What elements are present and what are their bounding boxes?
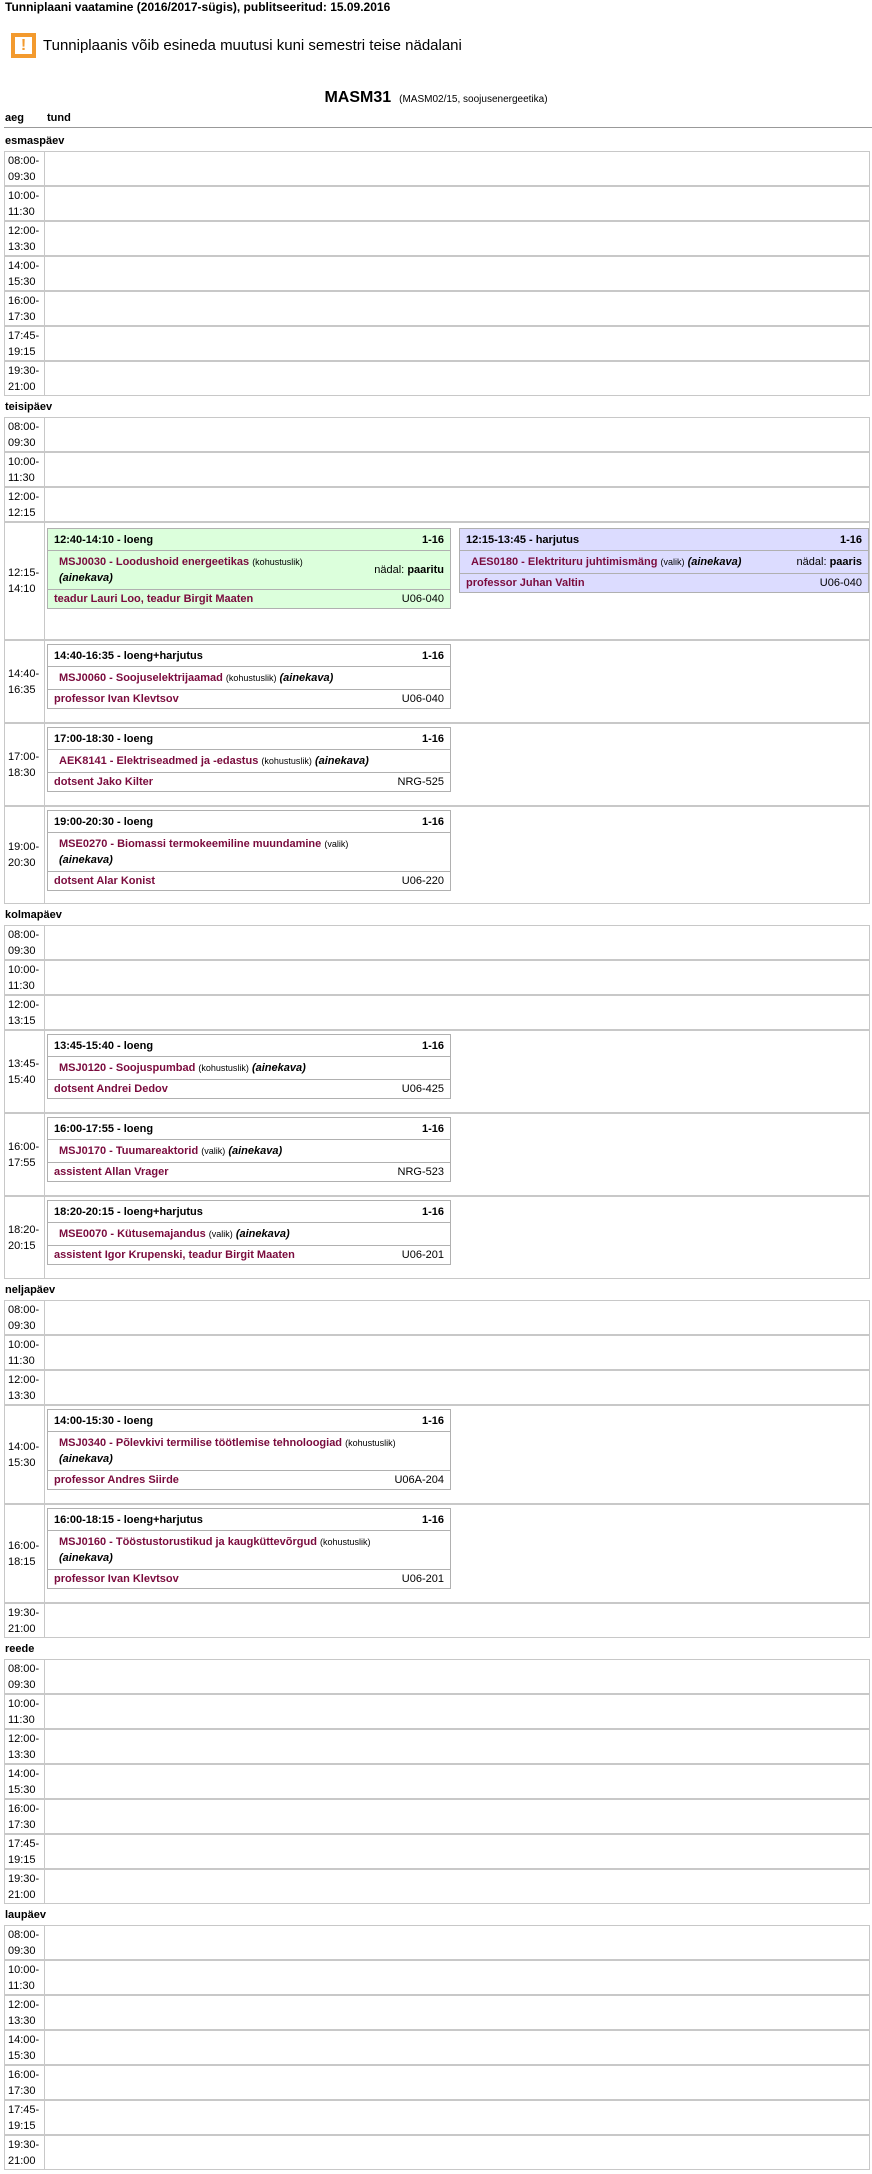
- time-cell: 17:00- 18:30: [8, 750, 40, 779]
- teacher-link[interactable]: assistent Igor Krupenski, teadur Birgit Maaten: [54, 1249, 295, 1261]
- course-link[interactable]: AEK8141 - Elektriseadmed ja -edastus: [59, 755, 259, 767]
- lesson-slot: [44, 187, 869, 220]
- time-cell: 17:45- 19:15: [8, 329, 40, 358]
- time-cell: 10:00- 11:30: [8, 1697, 40, 1726]
- time-cell: 08:00- 09:30: [8, 420, 40, 449]
- time-cell: 14:00- 15:30: [8, 1440, 40, 1469]
- time-cell: 08:00- 09:30: [8, 1928, 40, 1957]
- lesson-footer: [48, 1471, 450, 1489]
- lesson-course: AES0180 - Elektrituru juhtimismäng (valik) (ainekava) nädal: paaris: [460, 551, 868, 574]
- time-row: [4, 806, 870, 904]
- lesson-slot: [44, 257, 869, 290]
- lesson-course: MSE0270 - Biomassi termokeemiline muundamine (valik) (ainekava): [48, 833, 450, 872]
- lesson-course: MSJ0170 - Tuumareaktorid (valik) (ainekava): [48, 1140, 450, 1163]
- lesson-slot: [44, 1926, 869, 1959]
- lesson-course: MSJ0160 - Tööstustorustikud ja kaugküttevõrgud (kohustuslik) (ainekava): [48, 1531, 450, 1570]
- time-row: [4, 1925, 870, 1960]
- teacher-link[interactable]: dotsent Alar Konist: [54, 875, 156, 887]
- time-row: [4, 221, 870, 256]
- syllabus-link[interactable]: (ainekava): [251, 1062, 306, 1074]
- syllabus-link[interactable]: (ainekava): [687, 556, 742, 568]
- time-cell: 08:00- 09:30: [8, 154, 40, 183]
- time-row: [4, 256, 870, 291]
- time-cell: 10:00- 11:30: [8, 1338, 40, 1367]
- lesson-footer: [48, 1570, 450, 1588]
- time-cell: 10:00- 11:30: [8, 963, 40, 992]
- time-row: [4, 1729, 870, 1764]
- lesson-course: MSJ0030 - Loodushoid energeetikas (kohustuslik) (ainekava) nädal: paaritu: [48, 551, 450, 590]
- teacher-link[interactable]: professor Ivan Klevtsov: [54, 693, 179, 705]
- lesson-footer: [48, 690, 450, 708]
- day-tuesday: teisipäev: [5, 401, 53, 413]
- warning-banner: [11, 33, 462, 58]
- syllabus-link[interactable]: (ainekava): [228, 1145, 283, 1157]
- course-link[interactable]: MSJ0170 - Tuumareaktorid: [59, 1145, 199, 1157]
- lesson-slot: [44, 1301, 869, 1334]
- time-row: [4, 1603, 870, 1638]
- lesson-slot: [44, 488, 869, 521]
- time-cell: 12:00- 12:15: [8, 490, 40, 519]
- room: U06-220: [401, 875, 444, 887]
- time-row: [4, 487, 870, 522]
- lesson-slot: [44, 222, 869, 255]
- lesson-card[interactable]: [47, 1200, 451, 1265]
- lesson-slot: [44, 1996, 869, 2029]
- lesson-header: 19:00-20:30 - loeng 1-16: [48, 811, 450, 833]
- syllabus-link[interactable]: (ainekava): [59, 1453, 113, 1465]
- course-link[interactable]: MSJ0030 - Loodushoid energeetikas: [59, 556, 250, 568]
- lesson-course: MSJ0060 - Soojuselektrijaamad (kohustuslik) (ainekava): [48, 667, 450, 690]
- lesson-slot: [44, 807, 869, 903]
- lesson-slot: [44, 362, 869, 395]
- course-link[interactable]: MSJ0160 - Tööstustorustikud ja kaugküttevõrgud: [59, 1536, 317, 1548]
- lesson-card[interactable]: [459, 528, 869, 593]
- time-row: [4, 1196, 870, 1279]
- course-link[interactable]: MSE0270 - Biomassi termokeemiline muundamine: [59, 838, 322, 850]
- day-thursday: neljapäev: [5, 1284, 56, 1296]
- time-row: [4, 1504, 870, 1603]
- time-row: [4, 1030, 870, 1113]
- lesson-slot: [44, 724, 869, 805]
- teacher-link[interactable]: professor Andres Siirde: [54, 1474, 179, 1486]
- time-row: [4, 186, 870, 221]
- time-cell: 16:00- 17:30: [8, 294, 40, 323]
- time-row: [4, 1405, 870, 1504]
- time-cell: 19:30- 21:00: [8, 364, 40, 393]
- lesson-header: 13:45-15:40 - loeng 1-16: [48, 1035, 450, 1057]
- column-header-lesson: tund: [47, 112, 71, 124]
- time-row: [4, 151, 870, 186]
- time-row: [4, 1659, 870, 1694]
- time-cell: 08:00- 09:30: [8, 1303, 40, 1332]
- lesson-slot: [44, 2066, 869, 2099]
- time-cell: 12:00- 13:30: [8, 1998, 40, 2027]
- time-row: [4, 1300, 870, 1335]
- day-wednesday: kolmapäev: [5, 909, 62, 921]
- room: NRG-525: [397, 776, 444, 788]
- lesson-footer: [48, 1246, 450, 1264]
- lesson-slot: [44, 1695, 869, 1728]
- time-row: [4, 925, 870, 960]
- time-row: [4, 522, 870, 640]
- time-row: [4, 417, 870, 452]
- room: NRG-523: [397, 1166, 444, 1178]
- lesson-slot: [44, 1031, 869, 1112]
- lesson-slot: [44, 523, 869, 639]
- day-monday: esmaspäev: [5, 135, 65, 147]
- lesson-footer: [48, 1163, 450, 1181]
- time-row: [4, 2100, 870, 2135]
- time-cell: 10:00- 11:30: [8, 189, 40, 218]
- time-cell: 16:00- 17:30: [8, 2068, 40, 2097]
- day-saturday: laupäev: [5, 1909, 46, 1921]
- lesson-course: AEK8141 - Elektriseadmed ja -edastus (kohustuslik) (ainekava): [48, 750, 450, 773]
- time-row: [4, 1834, 870, 1869]
- time-row: [4, 1764, 870, 1799]
- lesson-slot: [44, 327, 869, 360]
- time-cell: 12:00- 13:30: [8, 224, 40, 253]
- lesson-footer: [48, 1080, 450, 1098]
- teacher-link[interactable]: professor Ivan Klevtsov: [54, 1573, 179, 1585]
- time-cell: 12:00- 13:30: [8, 1373, 40, 1402]
- time-row: [4, 723, 870, 806]
- syllabus-link[interactable]: (ainekava): [59, 572, 113, 584]
- time-cell: 12:00- 13:15: [8, 998, 40, 1027]
- lesson-footer: [48, 872, 450, 890]
- lesson-header: 12:40-14:10 - loeng 1-16: [48, 529, 450, 551]
- lesson-slot: [44, 2031, 869, 2064]
- group-title: MASM31 (MASM02/15, soojusenergeetika): [324, 89, 548, 106]
- column-header-time: aeg: [5, 112, 24, 124]
- warning-text: Tunniplaanis võib esineda muutusi kuni semestri teise nädalani: [43, 36, 462, 54]
- lesson-slot: [44, 453, 869, 486]
- lesson-slot: [44, 961, 869, 994]
- lesson-slot: [44, 1660, 869, 1693]
- lesson-slot: [44, 1406, 869, 1503]
- lesson-card[interactable]: [47, 810, 451, 891]
- time-cell: 16:00- 17:55: [8, 1140, 40, 1169]
- lesson-slot: [44, 292, 869, 325]
- lesson-slot: [44, 1604, 869, 1637]
- lesson-slot: [44, 1114, 869, 1195]
- time-row: [4, 995, 870, 1030]
- time-cell: 16:00- 17:30: [8, 1802, 40, 1831]
- lesson-slot: [44, 2136, 869, 2169]
- lesson-card[interactable]: [47, 528, 451, 609]
- room: U06-201: [401, 1573, 444, 1585]
- room: U06A-204: [394, 1474, 444, 1486]
- time-cell: 19:30- 21:00: [8, 1872, 40, 1901]
- lesson-card[interactable]: [47, 644, 451, 709]
- warning-icon: !: [11, 33, 36, 58]
- room: U06-040: [819, 577, 862, 589]
- time-row: [4, 452, 870, 487]
- time-cell: 17:45- 19:15: [8, 2103, 40, 2132]
- room: U06-201: [401, 1249, 444, 1261]
- course-link[interactable]: MSJ0340 - Põlevkivi termilise töötlemise tehnoloogiad: [59, 1437, 343, 1449]
- syllabus-link[interactable]: (ainekava): [279, 672, 334, 684]
- time-row: [4, 960, 870, 995]
- lesson-slot: [44, 1371, 869, 1404]
- time-cell: 08:00- 09:30: [8, 928, 40, 957]
- lesson-header: 16:00-17:55 - loeng 1-16: [48, 1118, 450, 1140]
- lesson-slot: [44, 641, 869, 722]
- time-row: [4, 1113, 870, 1196]
- lesson-header: 16:00-18:15 - loeng+harjutus 1-16: [48, 1509, 450, 1531]
- time-cell: 19:30- 21:00: [8, 2138, 40, 2167]
- time-row: [4, 2030, 870, 2065]
- teacher-link[interactable]: teadur Lauri Loo, teadur Birgit Maaten: [54, 593, 254, 605]
- syllabus-link[interactable]: (ainekava): [59, 854, 113, 866]
- lesson-footer: [460, 574, 868, 592]
- lesson-card[interactable]: [47, 1117, 451, 1182]
- time-row: [4, 2065, 870, 2100]
- lesson-slot: [44, 1765, 869, 1798]
- course-link[interactable]: MSE0070 - Kütusemajandus: [59, 1228, 206, 1240]
- time-row: [4, 1694, 870, 1729]
- lesson-card[interactable]: [47, 1409, 451, 1490]
- time-cell: 14:00- 15:30: [8, 2033, 40, 2062]
- time-cell: 08:00- 09:30: [8, 1662, 40, 1691]
- teacher-link[interactable]: dotsent Jako Kilter: [54, 776, 154, 788]
- syllabus-link[interactable]: (ainekava): [59, 1552, 113, 1564]
- time-cell: 17:45- 19:15: [8, 1837, 40, 1866]
- time-cell: 10:00- 11:30: [8, 455, 40, 484]
- header-divider: [4, 127, 872, 128]
- time-row: [4, 640, 870, 723]
- course-link[interactable]: MSJ0060 - Soojuselektrijaamad: [59, 672, 223, 684]
- lesson-footer: [48, 590, 450, 608]
- time-row: [4, 1960, 870, 1995]
- time-cell: 16:00- 18:15: [8, 1539, 40, 1568]
- time-cell: 14:00- 15:30: [8, 259, 40, 288]
- lesson-card[interactable]: [47, 727, 451, 792]
- room: U06-425: [401, 1083, 444, 1095]
- lesson-course: MSJ0120 - Soojuspumbad (kohustuslik) (ainekava): [48, 1057, 450, 1080]
- time-cell: 18:20- 20:15: [8, 1223, 40, 1252]
- lesson-card[interactable]: [47, 1508, 451, 1589]
- time-cell: 19:00- 20:30: [8, 841, 40, 869]
- teacher-link[interactable]: professor Juhan Valtin: [466, 577, 585, 589]
- lesson-header: 14:00-15:30 - loeng 1-16: [48, 1410, 450, 1432]
- time-cell: 12:15- 14:10: [8, 567, 40, 595]
- lesson-header: 17:00-18:30 - loeng 1-16: [48, 728, 450, 750]
- day-friday: reede: [5, 1643, 35, 1655]
- course-link[interactable]: MSJ0120 - Soojuspumbad: [59, 1062, 196, 1074]
- lesson-slot: [44, 1870, 869, 1903]
- lesson-slot: [44, 1730, 869, 1763]
- syllabus-link[interactable]: (ainekava): [235, 1228, 290, 1240]
- room: U06-040: [401, 693, 444, 705]
- syllabus-link[interactable]: (ainekava): [314, 755, 369, 767]
- time-cell: 14:00- 15:30: [8, 1767, 40, 1796]
- lesson-slot: [44, 1197, 869, 1278]
- lesson-slot: [44, 2101, 869, 2134]
- lesson-course: MSJ0340 - Põlevkivi termilise töötlemise tehnoloogiad (kohustuslik) (ainekava): [48, 1432, 450, 1471]
- lesson-header: 18:20-20:15 - loeng+harjutus 1-16: [48, 1201, 450, 1223]
- lesson-slot: [44, 926, 869, 959]
- time-cell: 19:30- 21:00: [8, 1606, 40, 1635]
- lesson-slot: [44, 1835, 869, 1868]
- room: U06-040: [401, 593, 444, 605]
- lesson-course: MSE0070 - Kütusemajandus (valik) (ainekava): [48, 1223, 450, 1246]
- teacher-link[interactable]: assistent Allan Vrager: [54, 1166, 169, 1178]
- time-row: [4, 326, 870, 361]
- time-cell: 13:45- 15:40: [8, 1057, 40, 1086]
- course-link[interactable]: AES0180 - Elektrituru juhtimismäng: [471, 556, 658, 568]
- lesson-slot: [44, 1336, 869, 1369]
- time-row: [4, 1869, 870, 1904]
- time-row: [4, 291, 870, 326]
- teacher-link[interactable]: dotsent Andrei Dedov: [54, 1083, 168, 1095]
- time-row: [4, 2135, 870, 2170]
- lesson-slot: [44, 996, 869, 1029]
- time-cell: 10:00- 11:30: [8, 1963, 40, 1992]
- lesson-slot: [44, 152, 869, 185]
- lesson-header: 14:40-16:35 - loeng+harjutus 1-16: [48, 645, 450, 667]
- time-row: [4, 1799, 870, 1834]
- lesson-card[interactable]: [47, 1034, 451, 1099]
- page-top-title: Tunniplaani vaatamine (2016/2017-sügis), publitseeritud: 15.09.2016: [5, 0, 391, 14]
- time-row: [4, 1370, 870, 1405]
- lesson-slot: [44, 1505, 869, 1602]
- time-row: [4, 361, 870, 396]
- group-subtitle: (MASM02/15, soojusenergeetika): [399, 94, 548, 105]
- lesson-slot: [44, 1961, 869, 1994]
- lesson-header: 12:15-13:45 - harjutus 1-16: [460, 529, 868, 551]
- time-cell: 12:00- 13:30: [8, 1732, 40, 1761]
- lesson-slot: [44, 1800, 869, 1833]
- time-row: [4, 1995, 870, 2030]
- time-cell: 14:40- 16:35: [8, 667, 40, 696]
- lesson-footer: [48, 773, 450, 791]
- lesson-slot: [44, 418, 869, 451]
- time-row: [4, 1335, 870, 1370]
